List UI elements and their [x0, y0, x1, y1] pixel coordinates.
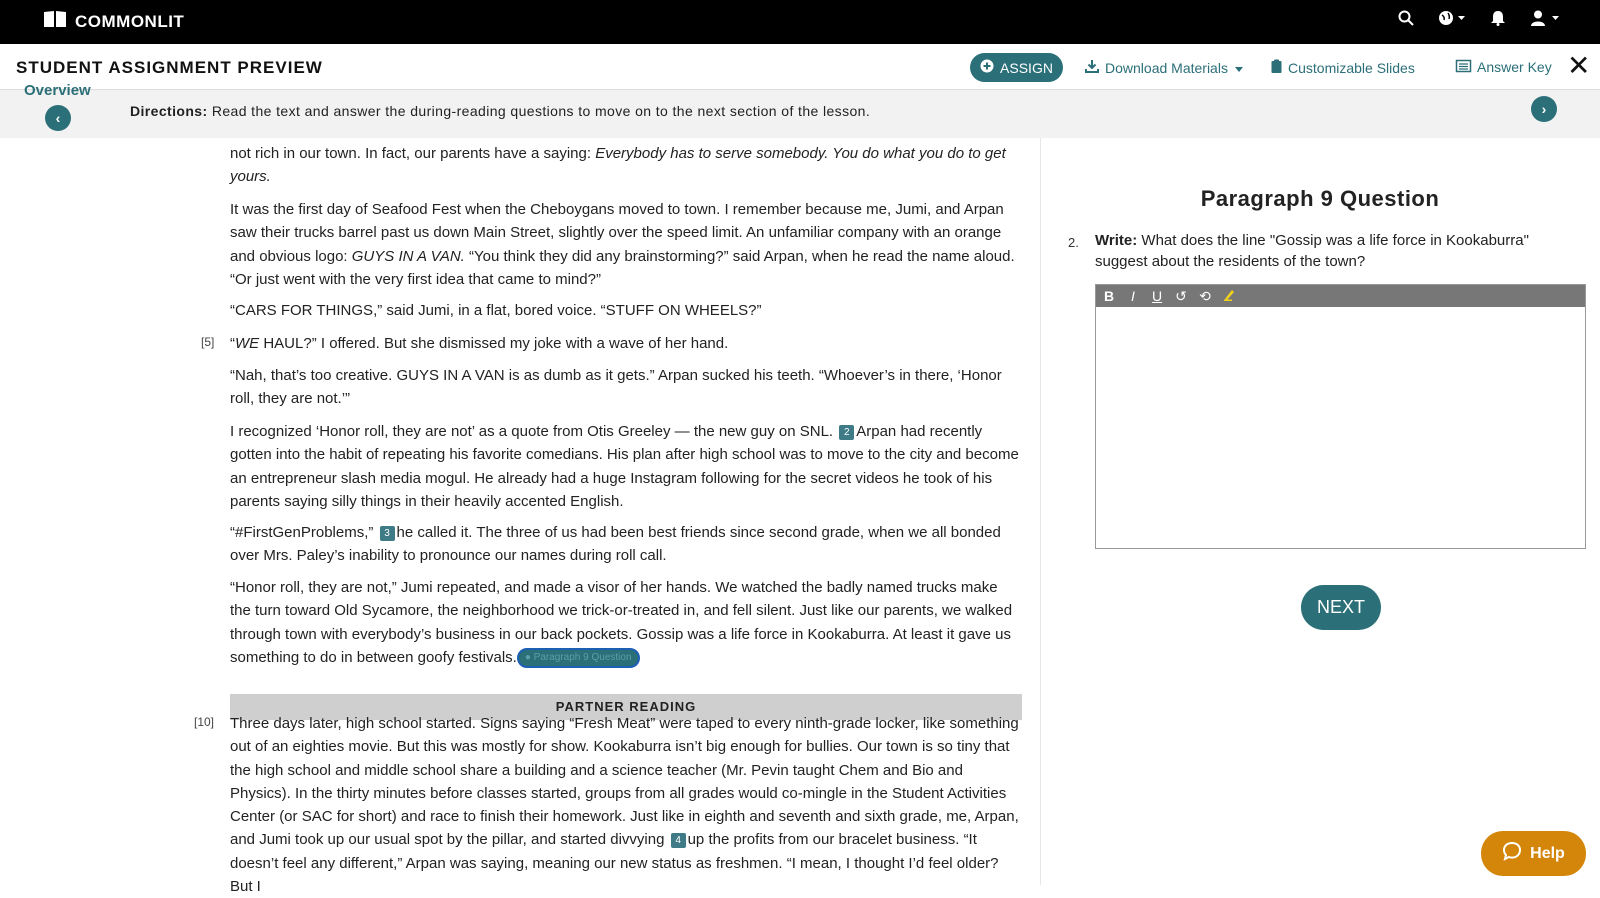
assign-label: ASSIGN — [1000, 59, 1053, 76]
paragraph — [230, 521, 1022, 568]
search-icon[interactable] — [1398, 10, 1414, 26]
partner-reading-banner: PARTNER READING — [230, 694, 1022, 720]
paragraph-number: [10] — [194, 715, 215, 729]
book-icon — [43, 9, 67, 34]
paragraph — [230, 712, 1022, 898]
page-title: STUDENT ASSIGNMENT PREVIEW — [16, 58, 323, 77]
next-section-button[interactable] — [1531, 96, 1557, 122]
globe-icon[interactable] — [1438, 10, 1466, 26]
paragraph-text: “#FirstGenProblems,” — [230, 524, 378, 541]
underline-button[interactable]: U — [1151, 288, 1163, 304]
answer-key-button[interactable] — [1456, 59, 1552, 75]
paragraph-number: [5] — [201, 335, 215, 349]
question-type-label: Write: — [1095, 232, 1138, 249]
question-number: 2. — [1068, 235, 1079, 250]
logo-text: COMMONLIT — [75, 11, 185, 31]
paragraph — [230, 198, 1022, 291]
previous-section-button[interactable] — [45, 105, 71, 131]
assignment-header — [0, 44, 1600, 90]
directions-text — [130, 103, 870, 119]
chat-bubble-icon — [1502, 841, 1522, 866]
close-icon[interactable]: ✕ — [1567, 50, 1591, 81]
commonlit-logo[interactable] — [43, 9, 184, 34]
chevron-left-icon: ‹ — [55, 110, 61, 126]
directions-label: Directions: — [130, 103, 208, 119]
download-materials-label: Download Materials — [1105, 59, 1228, 76]
paragraph-italic-text: WE — [235, 335, 260, 352]
paragraph: “Nah, that’s too creative. GUYS IN A VAN is as dumb as it gets.” Arpan sucked his teeth. “Whoever’s in there, ‘Honor roll, they are not.’” — [230, 367, 1002, 408]
question-title: Paragraph 9 Question — [1200, 186, 1440, 211]
question-marker-badge[interactable]: 3 — [380, 526, 395, 541]
customizable-slides-button[interactable] — [1271, 59, 1415, 76]
paragraph-italic-text: GUYS IN A VAN. — [351, 247, 465, 265]
paragraph-text: “ — [230, 335, 235, 352]
paragraph-text: up the profits from our bracelet business. “It doesn’t feel any different,” Arpan was saying, meaning our new status as freshmen. “I mean, I thought I’d feel older? But I — [230, 831, 999, 896]
redo-icon[interactable]: ⟲ — [1199, 287, 1211, 304]
next-button[interactable]: NEXT — [1301, 585, 1381, 630]
bold-button[interactable]: B — [1103, 288, 1115, 304]
paragraph-text: Arpan had recently gotten into the habit of repeating his favorite comedians. His plan after high school was to move to the city and become an entrepreneur slash media mogul. He already had a huge Instagram following for the secret videos he took of his parents saying silly things in their heavily accented English. — [230, 423, 1019, 510]
download-materials-button[interactable] — [1085, 59, 1244, 76]
download-icon — [1085, 59, 1099, 76]
directions-bar — [0, 82, 1600, 138]
caret-down-icon — [1234, 60, 1244, 76]
directions-body: Read the text and answer the during-reading questions to move on to the next section of the lesson. — [211, 103, 871, 119]
paragraph-question-pill-label: Paragraph 9 Question — [533, 651, 632, 663]
paragraph-text: “Honor roll, they are not,” Jumi repeated, and made a visor of her hands. We watched the badly named trucks make the turn toward Old Sycamore, the neighborhood we trick-or-treated in, and fell silent. Just like our parents, we walked through town with everybody’s business in our back pockets. Gossip was a life force in Kookaburra. At least it gave us something to do in between goofy festivals. — [230, 579, 1013, 666]
panel-divider — [1040, 138, 1041, 885]
clipboard-icon — [1271, 59, 1282, 76]
italic-button[interactable]: I — [1131, 288, 1135, 304]
list-icon — [1456, 59, 1471, 75]
top-navigation-bar — [0, 0, 1600, 44]
customizable-slides-label: Customizable Slides — [1288, 59, 1415, 76]
paragraph-italic-text: Everybody has to serve somebody. You do what you do to get yours. — [230, 145, 1006, 186]
question-marker-badge[interactable]: 2 — [839, 425, 854, 440]
plus-circle-icon — [980, 59, 994, 76]
paragraph-text: I recognized ‘Honor roll, they are not’ as a quote from Otis Greeley — the new guy on SNL. — [230, 423, 838, 440]
paragraph-question-pill[interactable] — [517, 648, 640, 668]
highlighter-icon[interactable] — [1222, 288, 1236, 304]
answer-editor — [1095, 284, 1586, 549]
dot-icon: ● — [524, 651, 534, 663]
paragraph — [230, 332, 1022, 355]
undo-icon[interactable]: ↺ — [1175, 287, 1187, 304]
paragraph-text: “You think they did any brainstorming?” said Arpan, when he read the name aloud. “Or just went with the very first idea that came to mind?” — [230, 247, 1015, 288]
question-text: What does the line "Gossip was a life force in Kookaburra" suggest about the residents of the town? — [1095, 232, 1529, 270]
paragraph: “CARS FOR THINGS,” said Jumi, in a flat, bored voice. “STUFF ON WHEELS?” — [230, 302, 762, 319]
help-button[interactable] — [1481, 831, 1586, 876]
paragraph — [230, 142, 1022, 189]
paragraph — [230, 420, 1022, 513]
paragraph-text: he called it. The three of us had been best friends since second grade, when we all bonded over Mrs. Paley’s inability to pronounce our names during roll call. — [230, 524, 1001, 565]
question-marker-badge[interactable]: 4 — [671, 833, 686, 848]
paragraph-text: not rich in our town. In fact, our parents have a saying: — [230, 145, 596, 162]
answer-key-label: Answer Key — [1477, 59, 1552, 75]
paragraph-text: HAUL?” I offered. But she dismissed my joke with a wave of her hand. — [259, 335, 729, 352]
question-prompt — [1095, 230, 1575, 272]
overview-label[interactable]: Overview — [24, 82, 91, 99]
bell-icon[interactable] — [1490, 10, 1506, 26]
paragraph-text: It was the first day of Seafood Fest when the Cheboygans moved to town. I remember because me, Jumi, and Arpan saw their trucks barrel past us down Main Street, slightly over the speed limit. An unfamiliar company with an orange and obvious logo: — [230, 201, 1004, 265]
paragraph-text: Three days later, high school started. Signs saying “Fresh Meat” were taped to every ninth-grade locker, like something out of an eighties movie. But this was mostly for show. Kookaburra isn’t big enough for bullies. Our town is so tiny that the high school and middle school share a building and a science teacher (Mr. Pevin taught Chem and Bio and Physics). In the thirty minutes before classes started, groups from all grades would co-mingle in the Student Activities Center (or SAC for short) and race to finish their homework. Just like in eighth and seventh and sixth grade, me, Arpan, and Jumi took up our usual spot by the pillar, and started divvying — [230, 715, 1019, 849]
help-label: Help — [1530, 844, 1565, 862]
answer-textarea[interactable] — [1096, 307, 1585, 548]
paragraph — [230, 576, 1022, 669]
editor-toolbar — [1096, 285, 1585, 307]
reading-text-panel — [0, 138, 1040, 896]
chevron-right-icon: › — [1541, 101, 1547, 117]
user-icon[interactable] — [1530, 10, 1560, 26]
assign-button[interactable] — [970, 53, 1063, 82]
